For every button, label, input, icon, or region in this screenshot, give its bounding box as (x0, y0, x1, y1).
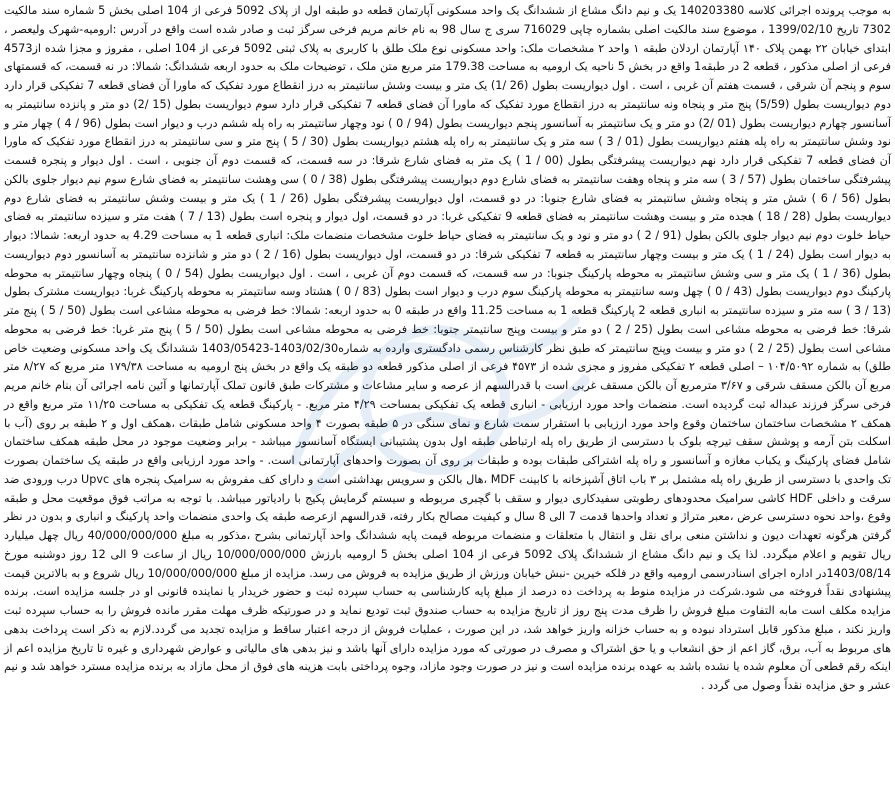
auction-notice-text: به موجب پرونده اجرائی کلاسه 140203380 یک و نیم دانگ مشاع از ششدانگ یک واحد مسکونی آپارتمان قطعه دو طبقه اول از پلاک 5092 فرعی از 104 اصلی بخش 5 شماره سند مالکیت 7302 تاریخ 1399/02/10 ، موضوع سند مالکیت اصلی بشماره چاپی 716029 سری ج سال 98 به نام خانم مریم فرخی سرگز ثبت و صادر شده است واقع در آدرس :ارومیه-شهرک ولیعصر ، ابتدای خیابان ۲۲ بهمن پلاک ۱۴۰ آپارتمان اردلان طبقه ۱ واحد ۲ مشخصات ملک: واحد مسکونی نوع ملک طلق با کاربری به پلاک ثبتی 5092 فرعی از 104 اصلی ، مفروز و مجزا شده از4573 فرعی از اصلی مذکور ، قطعه 2 در طبقه1 واقع در بخش 5 ناحیه یک ارومیه به مساحت 179.38 متر مربع متن ملک ، توضیحات ملک به حدود اربعه ششدانگ: شمالا: در نه قسمت، که قسمتهای سوم و پنجم آن شرقی ، قسمت هفتم آن غربی ، است . اول دیواریست بطول (26 /1) یک متر و بیست وشش سانتیمتر به درز انقطاع مورد تفکیک که ماورا آن فضای قطعه 7 تفکیکی قرار دارد دوم دیواریست بطول (5/59) پنج متر و پنجاه ونه سانتیمتر به درز انقطاع مورد تفکیک که ماورا آن فضای قطعه 7 تفکیکی قرار دارد سوم دیواریست بطول (15 /2) دو متر و پانزده سانتیمتر به آسانسور چهارم دیواریست بطول (01 /2) دو متر و یک سانتیمتر به آسانسور پنجم دیواریست بطول (94 / 0 ) نود وچهار سانتیمتر به راه پله ششم درب و دیوار است بطول (96 / 4 ) چهار متر و نود وشش سانتیمتر به راه پله هفتم دیواریست بطول (01 / 3 ) سه متر و یک سانتیمتر به راه پله هشتم دیواریست بطول (30 / 5 ) پنج متر و سی سانتیمتر به درز انقطاع مورد تفکیک که ماورا آن فضای قطعه 7 تفکیکی قرار دارد نهم دیواریست پیشرفتگی بطول (00 / 1 ) یک متر به فضای شارع شرقا: در سه قسمت، که قسمت دوم آن جنوبی ، است . اول دیوار و پنجره قسمت پیشرفتگی ساختمان بطول (57 / 3 ) سه متر و پنجاه وهفت سانتیمتر به فضای شارع دوم دیواریست پیشرفتگی بطول (38 / 0 ) سی وهشت سانتیمتر به فضای شارع سوم نیم دیوار جلوی بالکن بطول (56 / 6 ) شش متر و پنجاه وشش سانتیمتر به فضای شارع جنوبا: در دو قسمت، اول دیواریست پیشرفتگی بطول (26 / 1 ) یک متر و بیست وشش سانتیمتر به فضای شارع دوم دیواریست بطول (28 / 18 ) هجده متر و بیست وهشت سانتیمتر به فضای قطعه 9 تفکیکی غربا: در دو قسمت، اول دیوار و پنجره است بطول (13 / 7 ) هفت متر و سیزده سانتیمتر به فضای حیاط خلوت دوم نیم دیوار جلوی بالکن بطول (91 / 2 ) دو متر و نود و یک سانتیمتر به فضای حیاط خلوت مشخصات منضمات ملک: انباری قطعه 1 به مساحت 4.29 به حدود اربعه: شمالا: دیوار به دیوار است بطول (24 / 1 ) یک متر و بیست وچهار سانتیمتر به قطعه 7 تفکیکی شرقا: در دو قسمت، اول دیواریست بطول (16 / 2 ) دو متر و شانزده سانتیمتر به آسانسور دوم دیواریست بطول (36 / 1 ) یک متر و سی وشش سانتیمتر به محوطه پارکینگ جنوبا: در سه قسمت، که قسمت دوم آن غربی ، است . اول دیواریست بطول (54 / 0 ) پنجاه وچهار سانتیمتر به محوطه پارکینگ دوم دیواریست بطول (43 / 0 ) چهل وسه سانتیمتر به محوطه پارکینگ سوم درب و دیوار است بطول (83 / 0 ) هشتاد وسه سانتیمتر به محوطه پارکینگ غربا: دیواریست مشترک بطول (13 / 3 ) سه متر و سیزده سانتیمتر به انباری قطعه 2 پارکینگ قطعه 1 به مساحت 11.25 واقع در طبقه 0 به حدود اربعه: شمالا: خط فرضی به محوطه مشاعی است بطول (50 / 5 ) پنج متر شرقا: خط فرضی به محوطه مشاعی است بطول (25 / 2 ) دو متر و بیست وپنج سانتیمتر جنوبا: خط فرضی به محوطه مشاعی است بطول (50 / 5 ) پنج متر غربا: خط فرضی به محوطه مشاعی است بطول (25 / 2 ) دو متر و بیست وپنج سانتیمتر که طبق نظر کارشناس رسمی دادگستری وارده به شماره1403/02/30-1403/05423 ششدانگ یک واحد مسکونی وضعیت خاص طلق) به شماره ۱۰۴/۵۰۹۲ – اصلی قطعه ۲ تفکیکی مفروز و مجزی شده از ۴۵۷۳ فرعی از اصلی مذکور قطعه دو طبقه یک واقع در بخش پنج ارومیه به مساحت ۱۷۹/۳۸ متر مربع که ۸/۲۷ متر مربع آن بالکن مسقف شرقی و ۳/۶۷ مترمربع آن بالکن مسقف غربی است با قدرالسهم از عرصه و سایر مشاعات و مشترکات طبق قانون تملک آپارتمانها و آئین نامه اجرائی آن بنام خانم مریم فرخی سرگز فرزند عبداله ثبت گردیده است. منضمات واحد مورد ارزیابی - انباری قطعه یک تفکیکی بمساحت ۴/۲۹ متر مربع. - پارکینگ قطعه یک تفکیکی به مساحت ۱۱/۲۵ متر مربع واقع در همکف ۲ مشخصات ساختمان ساختمان وقوع واحد مورد ارزیابی با استقرار سمت شارع و نمای سنگی در ۵ طبقه بصورت ۴ واحد مسکونی شامل طبقات ،همکف اول و ۲ طبقه بر روی (آب با اسکلت بتن آرمه و پوشش سقف تیرچه بلوک با دسترسی از طریق راه پله ارتباطی طبقه اول بدون پشتیبانی ایستگاه آسانسور میباشد - برابر وضعیت موجود در محل طبقه همکف ساختمان شامل فضای پارکینگ و یکباب مغازه و آسانسور و راه پله اشتراکی طبقات بوده و طبقات بر روی آن بصورت واحدهای آپارتمانی است. - واحد مورد ارزیابی واقع در طبقه یک ساختمان بصورت تک واحدی با دسترسی از طریق راه پله مشتمل بر ۳ باب اتاق آشپزخانه با کابینت MDF ،هال بالکن و سرویس بهداشتی است و دارای کف مفروش به سرامیک پنجره های Upvc درب ورودی ضد سرقت و داخلی HDF کاشی سرامیک محدودهای رطوبتی سفیدکاری دیوار و سقف با گچبری مربوطه و سیستم گرمایش پکیج با رادیاتور میباشد. با توجه به مراتب فوق موقعیت محل و طبقه وقوع ،واحد نحوه دسترسی عرض ،معبر متراژ و تعداد واحدها قدمت 7 الی 8 سال و کیفیت مصالح بکار رفته، قدرالسهم ازعرصه طبقه یک واحدی منضمات واحد پارکینگ و انباری و بدون در نظر گرفتن هرگونه تعهدات دیون و نداشتن منعی برای نقل و انتقال با متعلقات و منضمات مربوطه قیمت پایه ششدانگ واحد آپارتمانی بشرح ،مذکور به مبلغ 40/000/000/000 ریال چهل میلیارد ریال تقویم و اعلام میگردد. لذا یک و نیم دانگ مشاع از ششدانگ پلاک 5092 فرعی از 104 اصلی بخش 5 ارومیه بارزش 10/000/000/000 ریال از ساعت 9 الی 12 روز دوشنبه مورخ 1403/08/14در اداره اجرای اسنادرسمی ارومیه واقع در فلکه خیرین -نبش خیابان ورزش از طریق مزایده به فروش می رسد. مزایده از مبلغ 10/000/000/000 ریال شروع و به بالاترین قیمت پیشنهادی نقداً فروخته می شود.شرکت در مزایده منوط به پرداخت ده درصد از مبلغ پایه کارشناسی به حساب سپرده ثبت و حضور خریدار یا نماینده قانونی او در جلسه مزایده است. برنده مزایده مکلف است مابه التفاوت مبلغ فروش را ظرف مدت پنج روز از تاریخ مزایده به حساب صندوق ثبت تودیع نماید و در صورتیکه ظرف مهلت مقرر مانده فروش را به حساب سپرده ثبت واریز نکند ، مبلغ مذکور قابل استرداد نبوده و به حساب خزانه واریز خواهد شد، در این صورت ، عملیات فروش از درجه اعتبار ساقط و مزایده تجدید می گردد.لازم به ذکر است پرداخت بدهی های مربوط به آب، برق، گاز اعم از حق انشعاب و یا حق اشتراک و مصرف در صورتی که مورد مزایده دارای آنها باشد و نیز بدهی های مالیاتی و عوارض شهرداری و غیره تا تاریخ مزایده اعم از اینکه رقم قطعی آن معلوم شده یا نشده باشد به عهده برنده مزایده است و نیز در صورت وجود مازاد، وجوه پرداختی بابت هزینه های فوق از محل مازاد به برنده مزایده مسترد خواهد شد و نیم عشر و حق مزایده نقداً وصول می گردد . (4, 4, 892, 692)
